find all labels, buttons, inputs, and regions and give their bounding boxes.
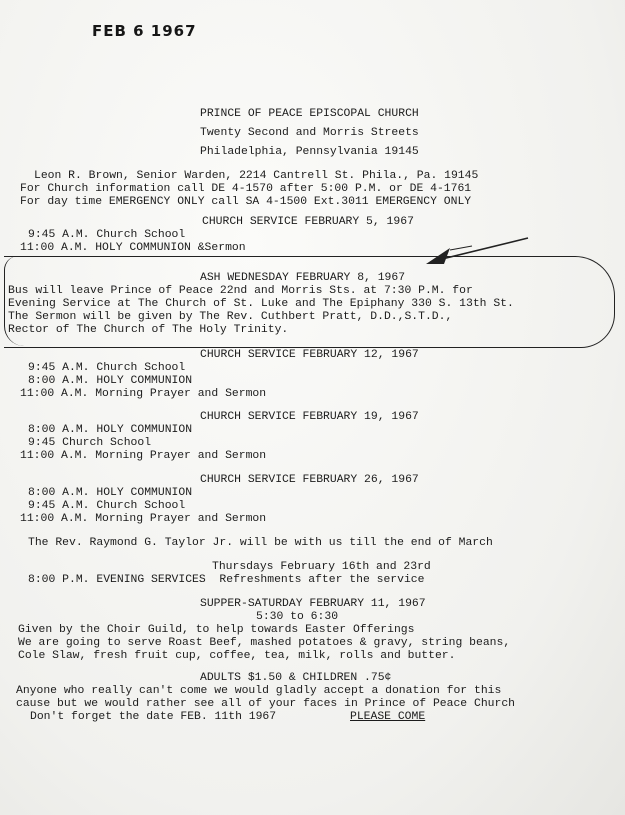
thursdays-line: 8:00 P.M. EVENING SERVICES Refreshments after the service	[28, 574, 425, 586]
ash-wednesday-line: Bus will leave Prince of Peace 22nd and Morris Sts. at 7:30 P.M. for	[8, 285, 473, 297]
service-feb26-item: 9:45 A.M. Church School	[28, 500, 186, 512]
service-feb26-item: 8:00 A.M. HOLY COMMUNION	[28, 487, 193, 499]
supper-heading: SUPPER-SATURDAY FEBRUARY 11, 1967	[200, 598, 426, 610]
service-feb5-item: 11:00 A.M. HOLY COMMUNION &Sermon	[20, 242, 246, 254]
service-feb26-item: 11:00 A.M. Morning Prayer and Sermon	[20, 513, 267, 525]
please-come: PLEASE COME	[350, 711, 426, 723]
ash-wednesday-line: Evening Service at The Church of St. Luke and The Epiphany 330 S. 13th St.	[8, 298, 514, 310]
church-city: Philadelphia, Pennsylvania 19145	[200, 146, 419, 158]
ash-wednesday-heading: ASH WEDNESDAY FEBRUARY 8, 1967	[200, 272, 406, 284]
supper-time: 5:30 to 6:30	[256, 611, 339, 623]
thursdays-heading: Thursdays February 16th and 23rd	[212, 561, 431, 573]
date-stamp: FEB 6 1967	[92, 22, 197, 40]
supper-line: Cole Slaw, fresh fruit cup, coffee, tea, milk, rolls and butter.	[18, 650, 456, 662]
service-feb19-item: 8:00 A.M. HOLY COMMUNION	[28, 424, 193, 436]
reminder-line: Don't forget the date FEB. 11th 1967	[30, 711, 277, 723]
service-feb19-item: 9:45 Church School	[28, 437, 152, 449]
donation-line: cause but we would rather see all of your faces in Prince of Peace Church	[16, 698, 515, 710]
church-address: Twenty Second and Morris Streets	[200, 127, 419, 139]
service-feb12-item: 11:00 A.M. Morning Prayer and Sermon	[20, 388, 267, 400]
service-feb5-item: 9:45 A.M. Church School	[28, 229, 186, 241]
service-feb5-heading: CHURCH SERVICE FEBRUARY 5, 1967	[202, 216, 414, 228]
supper-line: We are going to serve Roast Beef, mashed potatoes & gravy, string beans,	[18, 637, 511, 649]
emergency-line: For day time EMERGENCY ONLY call SA 4-1500 Ext.3011 EMERGENCY ONLY	[20, 196, 472, 208]
service-feb12-item: 8:00 A.M. HOLY COMMUNION	[28, 375, 193, 387]
service-feb12-heading: CHURCH SERVICE FEBRUARY 12, 1967	[200, 349, 419, 361]
ash-wednesday-line: Rector of The Church of The Holy Trinity.	[8, 324, 289, 336]
service-feb19-heading: CHURCH SERVICE FEBRUARY 19, 1967	[200, 411, 419, 423]
service-feb12-item: 9:45 A.M. Church School	[28, 362, 186, 374]
ash-wednesday-line: The Sermon will be given by The Rev. Cuthbert Pratt, D.D.,S.T.D.,	[8, 311, 453, 323]
visiting-clergy: The Rev. Raymond G. Taylor Jr. will be with us till the end of March	[28, 537, 493, 549]
service-feb26-heading: CHURCH SERVICE FEBRUARY 26, 1967	[200, 474, 419, 486]
warden-line: Leon R. Brown, Senior Warden, 2214 Cantrell St. Phila., Pa. 19145	[34, 170, 479, 182]
service-feb19-item: 11:00 A.M. Morning Prayer and Sermon	[20, 450, 267, 462]
arrow-icon	[420, 234, 530, 270]
info-line: For Church information call DE 4-1570 after 5:00 P.M. or DE 4-1761	[20, 183, 472, 195]
supper-prices: ADULTS $1.50 & CHILDREN .75¢	[200, 672, 392, 684]
supper-line: Given by the Choir Guild, to help towards Easter Offerings	[18, 624, 415, 636]
donation-line: Anyone who really can't come we would gladly accept a donation for this	[16, 685, 502, 697]
church-name: PRINCE OF PEACE EPISCOPAL CHURCH	[200, 108, 419, 120]
